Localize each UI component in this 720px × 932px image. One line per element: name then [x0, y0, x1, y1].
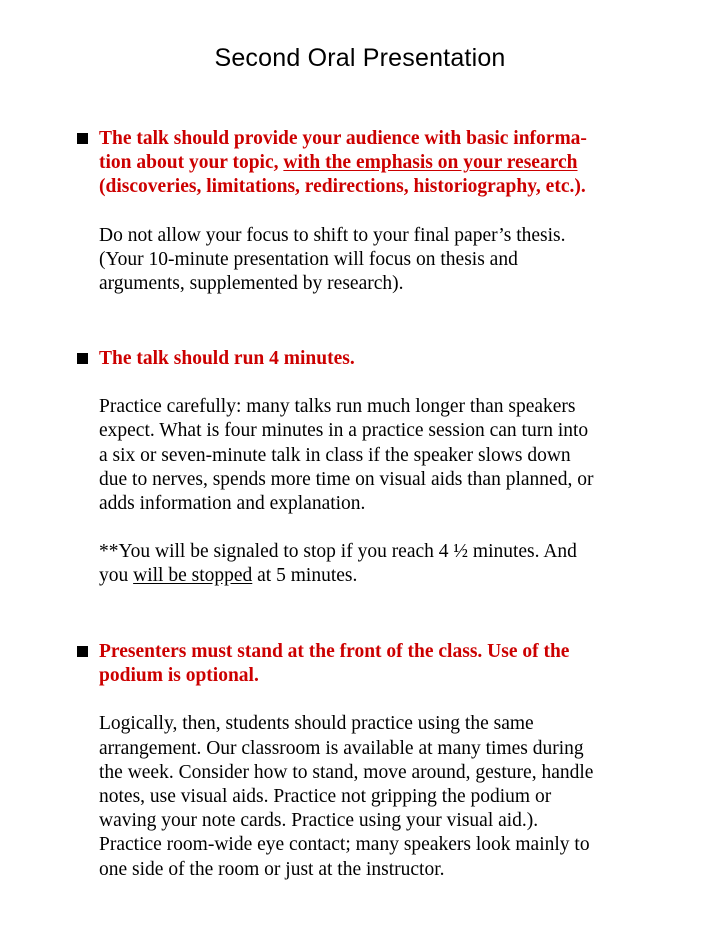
square-bullet-icon — [77, 646, 88, 657]
section-body: Do not allow your focus to shift to your final paper’s thesis. (Your 10-minute presentation will focus on thesis and arguments, supplemented by research). — [99, 224, 566, 295]
bullet-item — [76, 127, 676, 200]
section-heading: Presenters must stand at the front of the class. Use of the podium is optional. — [99, 641, 570, 687]
stopped-underline: will be stopped — [133, 565, 253, 587]
bullet-item — [76, 347, 676, 371]
section-body: Logically, then, students should practice using the same arrangement. Our classroom is available at many times during the week. Consider how to stand, move around, gesture, handle notes, use visual aids. Practice not gripping the podium or waving your note cards. Practice using your visual aid.). Practice room-wide eye contact; many speakers look mainly to one side of the room or just at the instructor. — [99, 713, 594, 880]
section-standing — [76, 640, 676, 882]
time-limit-note: **You will be signaled to stop if you reach 4 ½ minutes. And — [99, 541, 577, 563]
square-bullet-icon — [77, 133, 88, 144]
square-bullet-icon — [77, 353, 88, 364]
section-body: Practice carefully: many talks run much longer than speakers expect. What is four minutes in a practice session can turn into a six or seven-minute talk in class if the speaker slows down due to nerves, spends more time on visual aids than planned, or adds information and explanation. **You will be signaled to stop if you reach 4 ½ minutes. And you will be stopped at 5 minutes. — [76, 395, 676, 588]
bullet-item — [76, 640, 676, 688]
section-heading: The talk should run 4 minutes. — [99, 348, 355, 369]
section-basic-information — [76, 127, 676, 296]
section-talk-length — [76, 347, 676, 589]
page-title: Second Oral Presentation — [214, 44, 506, 72]
section-heading: The talk should provide your audience with basic informa- tion about your topic, with the emphasis on your research (discoveries, limitations, redirections, historiography, etc.). — [99, 128, 587, 198]
emphasis-underline: with the emphasis on your research — [283, 152, 578, 174]
